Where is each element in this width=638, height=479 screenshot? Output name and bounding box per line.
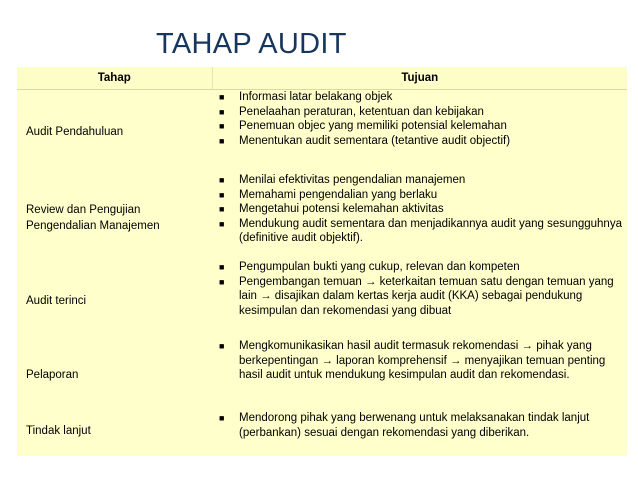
table-row — [17, 339, 627, 411]
goal-text: Informasi latar belakang objek — [239, 91, 393, 103]
goal-text: Mendukung audit sementara dan menjadikannya audit yang sesungguhnya (definitive audit objektif). — [239, 217, 622, 245]
goal-text: Penelaahan peraturan, ketentuan dan kebijakan — [239, 105, 484, 118]
goal-list — [212, 260, 627, 318]
table-row — [17, 260, 627, 339]
goal-text: Mendorong pihak yang berwenang untuk melaksanakan tindak lanjut (perbankan) sesuai dengan rekomendasi yang diberikan. — [239, 412, 590, 439]
square-bullet-icon: ■ — [219, 121, 225, 132]
list-item — [212, 260, 627, 275]
goal-cell — [212, 260, 627, 339]
stage-label: Audit Pendahuluan — [26, 126, 124, 138]
goal-text: Mengkomunikasikan hasil audit termasuk rekomendasi → pihak yang berkepentingan → laporan komprehensif → menyajikan temuan penting hasil audit untuk mendukung kesimpulan audit dan rekomendasi. — [239, 340, 606, 382]
table-row — [17, 411, 627, 456]
goal-cell — [212, 339, 627, 411]
goal-cell — [212, 411, 627, 456]
list-item — [212, 202, 627, 217]
goal-text: Pengumpulan bukti yang cukup, relevan dan kompeten — [239, 261, 520, 273]
stage-label: Review dan Pengujian Pengendalian Manajemen — [26, 204, 160, 232]
list-item — [212, 90, 627, 105]
goal-list — [212, 173, 627, 246]
stage-cell — [17, 339, 212, 411]
list-item — [212, 339, 627, 383]
goal-text: Pengembangan temuan → keterkaitan temuan satu dengan temuan yang lain → disajikan dalam kertas kerja audit (KKA) sebagai pendukung kesimpulan dan rekomendasi yang dibuat — [239, 275, 614, 317]
stage-cell — [17, 411, 212, 456]
list-item — [212, 134, 627, 149]
goal-text: Menilai efektivitas pengendalian manajemen — [239, 174, 466, 186]
list-item — [212, 188, 627, 203]
square-bullet-icon: ■ — [219, 135, 225, 146]
list-item — [212, 173, 627, 188]
goal-text: Memahami pengendalian yang berlaku — [239, 188, 438, 201]
square-bullet-icon: ■ — [219, 341, 225, 351]
square-bullet-icon: ■ — [219, 413, 225, 423]
goal-cell — [212, 173, 627, 260]
square-bullet-icon: ■ — [219, 175, 225, 185]
list-item — [212, 105, 627, 120]
goal-text: Menentukan audit sementara (tetantive audit objectif) — [239, 134, 511, 147]
column-header-goal: Tujuan — [212, 67, 627, 90]
stage-label: Pelaporan — [26, 369, 79, 381]
stage-cell — [17, 173, 212, 260]
goal-text: Mengetahui potensi kelemahan aktivitas — [239, 203, 444, 216]
stage-cell — [17, 260, 212, 339]
stage-cell — [17, 90, 212, 174]
square-bullet-icon: ■ — [219, 204, 225, 215]
goal-cell — [212, 90, 627, 174]
list-item — [212, 119, 627, 134]
list-item — [212, 411, 627, 440]
stage-label: Audit terinci — [26, 295, 87, 307]
square-bullet-icon: ■ — [219, 218, 225, 229]
square-bullet-icon: ■ — [219, 276, 225, 287]
goal-list — [212, 90, 627, 148]
table-row — [17, 90, 627, 174]
list-item — [212, 275, 627, 319]
list-item — [212, 217, 627, 246]
page-title: TAHAP AUDIT — [156, 28, 347, 60]
table-header-row — [17, 67, 627, 90]
column-header-stage: Tahap — [17, 67, 212, 90]
square-bullet-icon: ■ — [219, 106, 225, 117]
audit-stage-table — [17, 67, 627, 456]
square-bullet-icon: ■ — [219, 189, 225, 200]
square-bullet-icon: ■ — [219, 262, 225, 272]
table-row — [17, 173, 627, 260]
stage-label: Tindak lanjut — [26, 425, 91, 437]
goal-list — [212, 339, 627, 383]
goal-list — [212, 411, 627, 440]
goal-text: Penemuan objec yang memiliki potensial kelemahan — [239, 120, 507, 133]
square-bullet-icon: ■ — [219, 92, 225, 102]
